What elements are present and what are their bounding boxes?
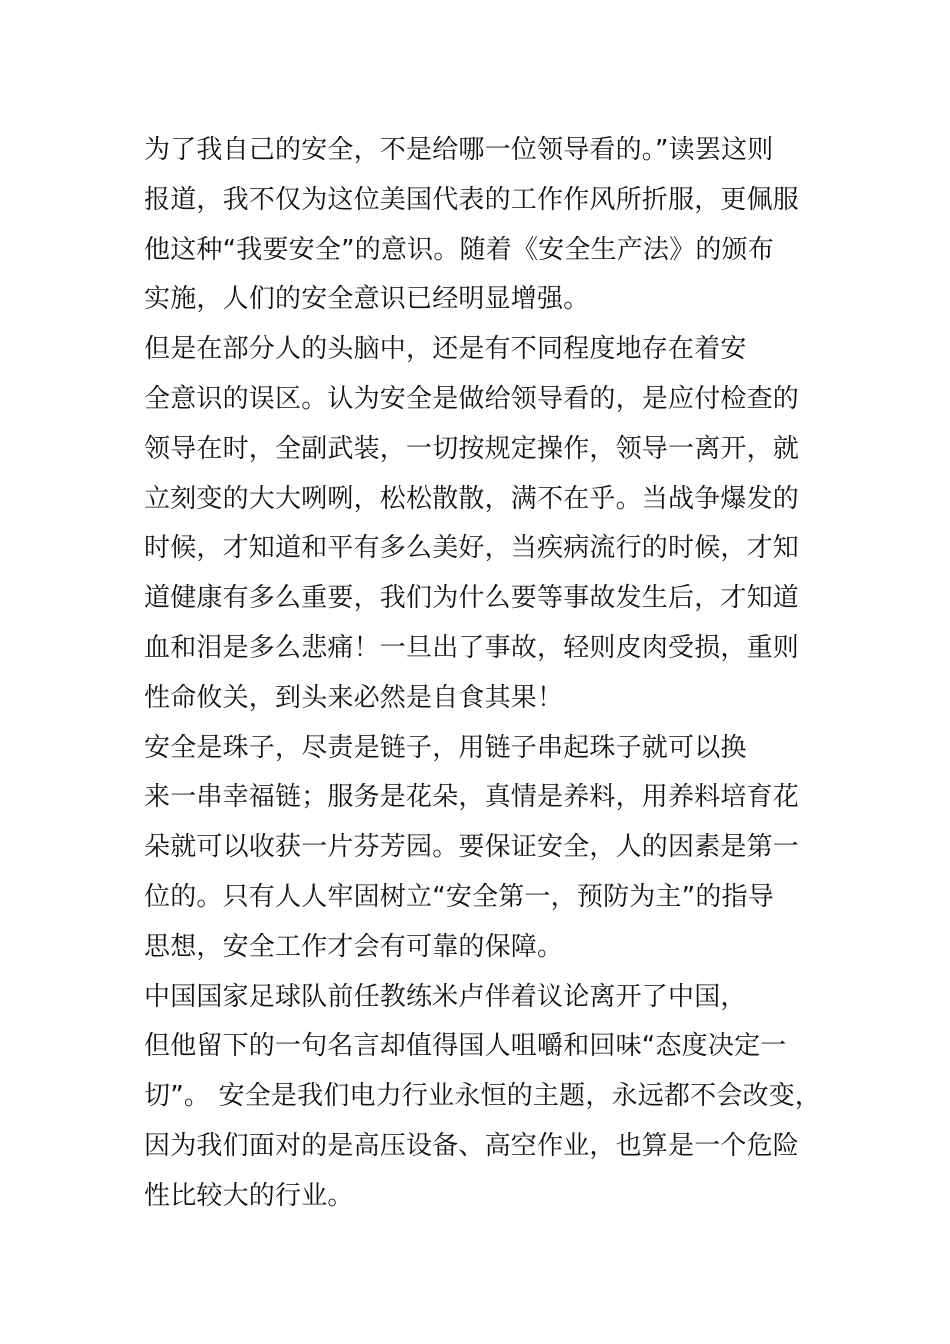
body-text [144, 126, 834, 1222]
text-line: 领导在时，全副武装，一切按规定操作，领导一离开，就 [144, 433, 800, 464]
text-line: 实施，人们的安全意识已经明显增强。 [144, 284, 590, 315]
text-line: 时候，才知道和平有多么美好，当疾病流行的时候，才知 [144, 533, 800, 564]
text-line: 思想，安全工作才会有可靠的保障。 [144, 931, 564, 962]
text-line: 性命攸关，到头来必然是自食其果！ [144, 682, 564, 713]
text-line: 道健康有多么重要，我们为什么要等事故发生后，才知道 [144, 583, 800, 614]
text-line: 但他留下的一句名言却值得国人咀嚼和回味“态度决定一 [144, 1031, 787, 1062]
text-line: 中国国家足球队前任教练米卢伴着议论离开了中国， [144, 981, 747, 1012]
text-line: 切”。 安全是我们电力行业永恒的主题，永远都不会改变， [144, 1081, 822, 1112]
text-line: 因为我们面对的是高压设备、高空作业，也算是一个危险 [144, 1130, 800, 1161]
text-line: 报道，我不仅为这位美国代表的工作作风所折服，更佩服 [144, 184, 800, 215]
text-line: 性比较大的行业。 [144, 1180, 354, 1211]
text-line: 安全是珠子，尽责是链子，用链子串起珠子就可以换 [144, 732, 747, 763]
text-line: 立刻变的大大咧咧，松松散散，满不在乎。当战争爆发的 [144, 483, 800, 514]
text-line: 血和泪是多么悲痛！一旦出了事故，轻则皮肉受损，重则 [144, 632, 800, 663]
text-line: 但是在部分人的头脑中，还是有不同程度地存在着安 [144, 334, 747, 365]
text-line: 为了我自己的安全，不是给哪一位领导看的。”读罢这则 [144, 135, 774, 165]
text-line: 全意识的误区。认为安全是做给领导看的，是应付检查的 [144, 383, 800, 414]
text-line: 位的。只有人人牢固树立“安全第一，预防为主”的指导 [144, 881, 774, 912]
text-line: 来一串幸福链；服务是花朵，真情是养料，用养料培育花 [144, 782, 800, 813]
text-line: 朵就可以收获一片芬芳园。要保证安全，人的因素是第一 [144, 832, 800, 863]
text-line: 他这种“我要安全”的意识。随着《安全生产法》的颁布 [144, 234, 774, 265]
